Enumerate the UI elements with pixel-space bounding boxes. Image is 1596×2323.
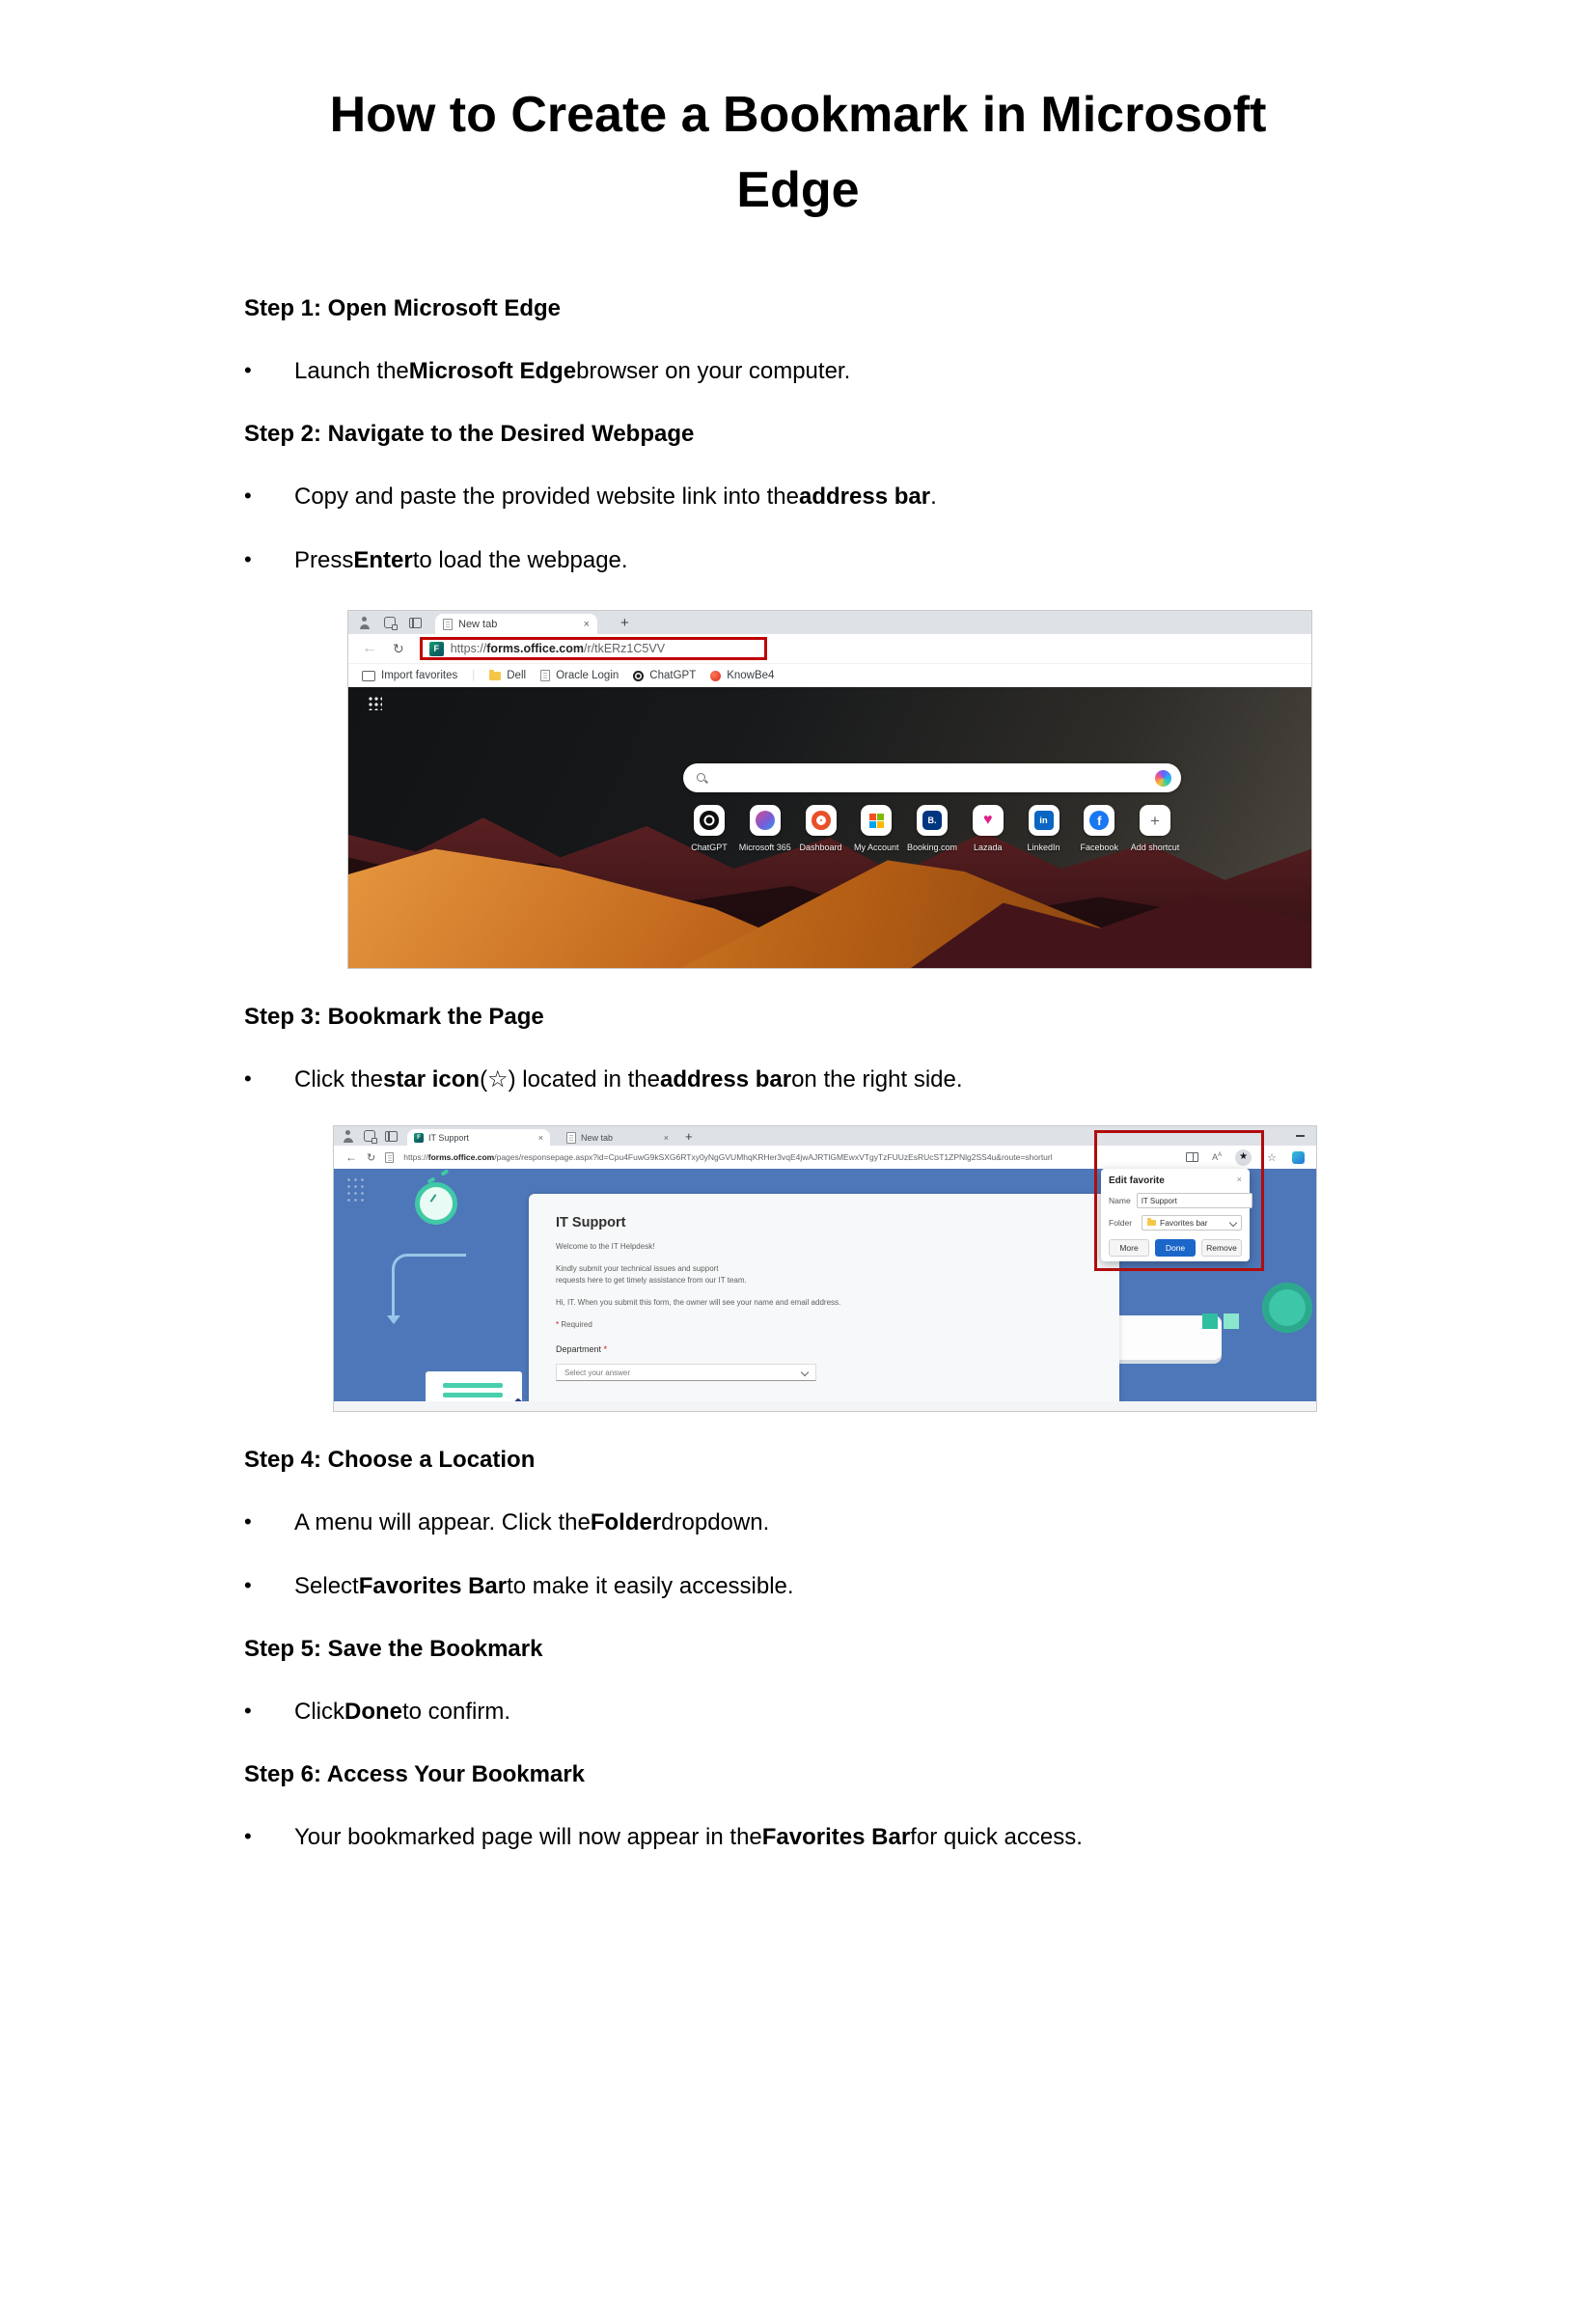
form-title: IT Support — [556, 1215, 626, 1231]
microsoft-logo-icon — [869, 814, 884, 828]
teal-square — [1202, 1314, 1218, 1329]
step-2-bullet-2: • Press Enter to load the webpage. — [244, 546, 1461, 575]
search-icon — [697, 773, 707, 784]
minimize-icon[interactable] — [1296, 1135, 1305, 1137]
address-bar-row — [348, 634, 1311, 663]
shortcut-dashboard[interactable]: Dashboard — [795, 805, 847, 852]
page-icon — [443, 619, 453, 630]
step-5-heading: Step 5: Save the Bookmark — [244, 1636, 543, 1662]
step-3-bullet-1: • Click the star icon (☆) located in the address bar on the right side. — [244, 1065, 1461, 1094]
forms-icon: F — [414, 1133, 424, 1143]
tab-new-tab[interactable] — [560, 1129, 675, 1146]
department-label: Department * — [556, 1344, 608, 1354]
page-bottom-band — [334, 1401, 1316, 1412]
teal-square — [1224, 1314, 1239, 1329]
page-title-line1: How to Create a Bookmark in Microsoft — [329, 87, 1267, 143]
star-icon: ★ — [1239, 1151, 1249, 1162]
search-bar[interactable] — [683, 763, 1181, 792]
more-button[interactable]: More — [1109, 1239, 1149, 1257]
tab-new-tab[interactable] — [435, 614, 597, 634]
alarm-clock-illustration — [415, 1182, 457, 1225]
apps-grid-icon[interactable] — [368, 696, 382, 710]
form-welcome: Welcome to the IT Helpdesk! — [556, 1242, 655, 1251]
vertical-tabs-icon[interactable] — [385, 1131, 398, 1142]
shortcut-lazada[interactable]: ♥ Lazada — [962, 805, 1014, 852]
facebook-icon: f — [1089, 811, 1109, 830]
booking-icon: B. — [922, 811, 942, 830]
back-icon[interactable]: ← — [345, 1150, 357, 1164]
close-tab-icon[interactable]: × — [537, 1132, 543, 1143]
edit-favorite-popup — [1101, 1169, 1250, 1261]
tab-title: New tab — [581, 1132, 614, 1143]
arrow-illustration — [392, 1254, 466, 1316]
address-bar[interactable] — [420, 637, 767, 660]
copilot-icon[interactable] — [1155, 770, 1171, 787]
chatgpt-icon — [700, 811, 719, 830]
import-favorites-button[interactable]: Import favorites — [362, 670, 457, 681]
toolbar-icons — [1186, 1146, 1316, 1169]
page-title — [219, 77, 1377, 228]
tab-strip — [348, 611, 1311, 634]
step-4-bullet-1: • A menu will appear. Click the Folder dropdown. — [244, 1508, 1461, 1537]
tab-it-support[interactable] — [407, 1129, 550, 1146]
profile-icon[interactable] — [342, 1130, 354, 1143]
import-icon — [362, 671, 375, 681]
shortcut-chatgpt[interactable]: ChatGPT — [683, 805, 735, 852]
step-4-bullet-2: • Select Favorites Bar to make it easily accessible. — [244, 1572, 1461, 1601]
form-required-note: * Required — [556, 1320, 592, 1329]
shortcut-add[interactable]: + Add shortcut — [1129, 805, 1181, 852]
folder-value: Favorites bar — [1160, 1218, 1208, 1228]
favorites-bar — [348, 663, 1311, 687]
split-screen-icon[interactable] — [1186, 1152, 1198, 1162]
name-field[interactable] — [1137, 1193, 1252, 1208]
form-description: Kindly submit your technical issues and support requests here to get timely assistance from our IT team. — [556, 1264, 747, 1285]
teal-circle-illustration — [1262, 1283, 1312, 1333]
chevron-down-icon — [801, 1369, 809, 1376]
department-dropdown[interactable]: Select your answer — [556, 1364, 816, 1381]
form-privacy-note: Hi, IT. When you submit this form, the owner will see your name and email address. — [556, 1298, 841, 1307]
new-tab-button[interactable]: + — [620, 614, 629, 631]
folder-icon — [1147, 1220, 1156, 1226]
folder-dropdown[interactable] — [1142, 1215, 1242, 1231]
copilot-icon[interactable] — [1292, 1151, 1305, 1164]
folder-icon — [489, 672, 501, 680]
step-2-bullet-1: • Copy and paste the provided website link into the address bar . — [244, 483, 1461, 512]
favorite-item-oracle-login[interactable]: Oracle Login — [540, 670, 619, 681]
new-tab-button[interactable]: + — [685, 1128, 693, 1144]
close-tab-icon[interactable]: × — [583, 618, 590, 630]
page-icon — [540, 670, 550, 681]
step-1-heading: Step 1: Open Microsoft Edge — [244, 295, 562, 321]
site-info-icon[interactable] — [385, 1152, 394, 1163]
tab-title: IT Support — [428, 1132, 469, 1143]
shortcut-my-account[interactable]: My Account — [850, 805, 902, 852]
shortcut-microsoft-365[interactable]: Microsoft 365 — [739, 805, 791, 852]
remove-button[interactable]: Remove — [1201, 1239, 1242, 1257]
chevron-down-icon — [1229, 1219, 1237, 1227]
divider: | — [472, 670, 476, 681]
workspaces-icon[interactable] — [364, 1130, 375, 1142]
address-url: https://forms.office.com/r/tkERz1C5VV — [450, 642, 666, 655]
close-tab-icon[interactable]: × — [663, 1132, 669, 1143]
name-label: Name — [1109, 1196, 1131, 1205]
step-5-bullet-1: • Click Done to confirm. — [244, 1698, 1461, 1727]
step-2-heading: Step 2: Navigate to the Desired Webpage — [244, 421, 695, 447]
microsoft-365-icon — [756, 811, 775, 830]
favorite-item-dell[interactable]: Dell — [489, 670, 526, 681]
favorite-item-chatgpt[interactable]: ChatGPT — [633, 670, 696, 681]
tab-title: New tab — [458, 618, 498, 630]
chatgpt-icon — [633, 671, 644, 681]
plus-icon: + — [1150, 811, 1160, 830]
step-4-heading: Step 4: Choose a Location — [244, 1447, 536, 1473]
knowbe4-icon — [710, 671, 721, 681]
popup-title: Edit favorite — [1109, 1175, 1165, 1186]
linkedin-icon: in — [1034, 811, 1054, 830]
vertical-tabs-icon[interactable] — [409, 618, 422, 628]
form-card — [529, 1194, 1119, 1401]
lazada-heart-icon: ♥ — [983, 812, 993, 828]
step-6-bullet-1: • Your bookmarked page will now appear in the Favorites Bar for quick access. — [244, 1823, 1461, 1852]
workspaces-icon[interactable] — [384, 617, 396, 628]
screenshot-edit-favorite — [333, 1125, 1317, 1412]
decor-dots — [345, 1176, 367, 1203]
refresh-icon[interactable]: ↻ — [367, 1151, 376, 1164]
favorite-item-knowbe4[interactable]: KnowBe4 — [710, 670, 774, 681]
page-title-line2: Edge — [736, 162, 860, 218]
done-button[interactable]: Done — [1155, 1239, 1196, 1257]
document-page — [0, 77, 1596, 2323]
favorites-hub-icon[interactable]: ☆ — [1267, 1151, 1277, 1164]
forms-icon: F — [429, 642, 444, 656]
read-aloud-icon[interactable]: $A^A$ — [1212, 1152, 1223, 1162]
folder-label: Folder — [1109, 1218, 1133, 1228]
address-url[interactable]: https://forms.office.com/pages/responsepage.aspx?id=Cpu4FuwG9kSXG6RTxy0yNgGVUMhqKRHer3vqE4jwAJRTlGMEwxVTgyTzFUUzEsRUcST1ZPNlg2SS4u&route=shorturl — [403, 1152, 1053, 1162]
page-icon — [566, 1132, 576, 1144]
address-bar-row — [334, 1146, 1316, 1169]
step-3-heading: Step 3: Bookmark the Page — [244, 1004, 544, 1030]
close-icon[interactable]: × — [1236, 1175, 1242, 1184]
shortcut-row — [683, 805, 1181, 852]
favorite-star-button[interactable] — [1235, 1149, 1252, 1166]
refresh-icon[interactable]: ↻ — [393, 640, 404, 656]
step-6-heading: Step 6: Access Your Bookmark — [244, 1761, 586, 1787]
dashboard-icon — [812, 811, 831, 830]
tab-strip — [334, 1126, 1316, 1146]
shortcut-linkedin[interactable]: in LinkedIn — [1018, 805, 1070, 852]
profile-icon[interactable] — [358, 617, 371, 629]
screenshot-edge-new-tab — [347, 610, 1312, 969]
shortcut-facebook[interactable]: f Facebook — [1073, 805, 1125, 852]
step-1-bullet-1: • Launch the Microsoft Edge browser on your computer. — [244, 357, 1461, 386]
shortcut-booking[interactable]: B. Booking.com — [906, 805, 958, 852]
new-tab-background — [348, 687, 1311, 969]
back-icon[interactable]: ← — [362, 640, 377, 656]
